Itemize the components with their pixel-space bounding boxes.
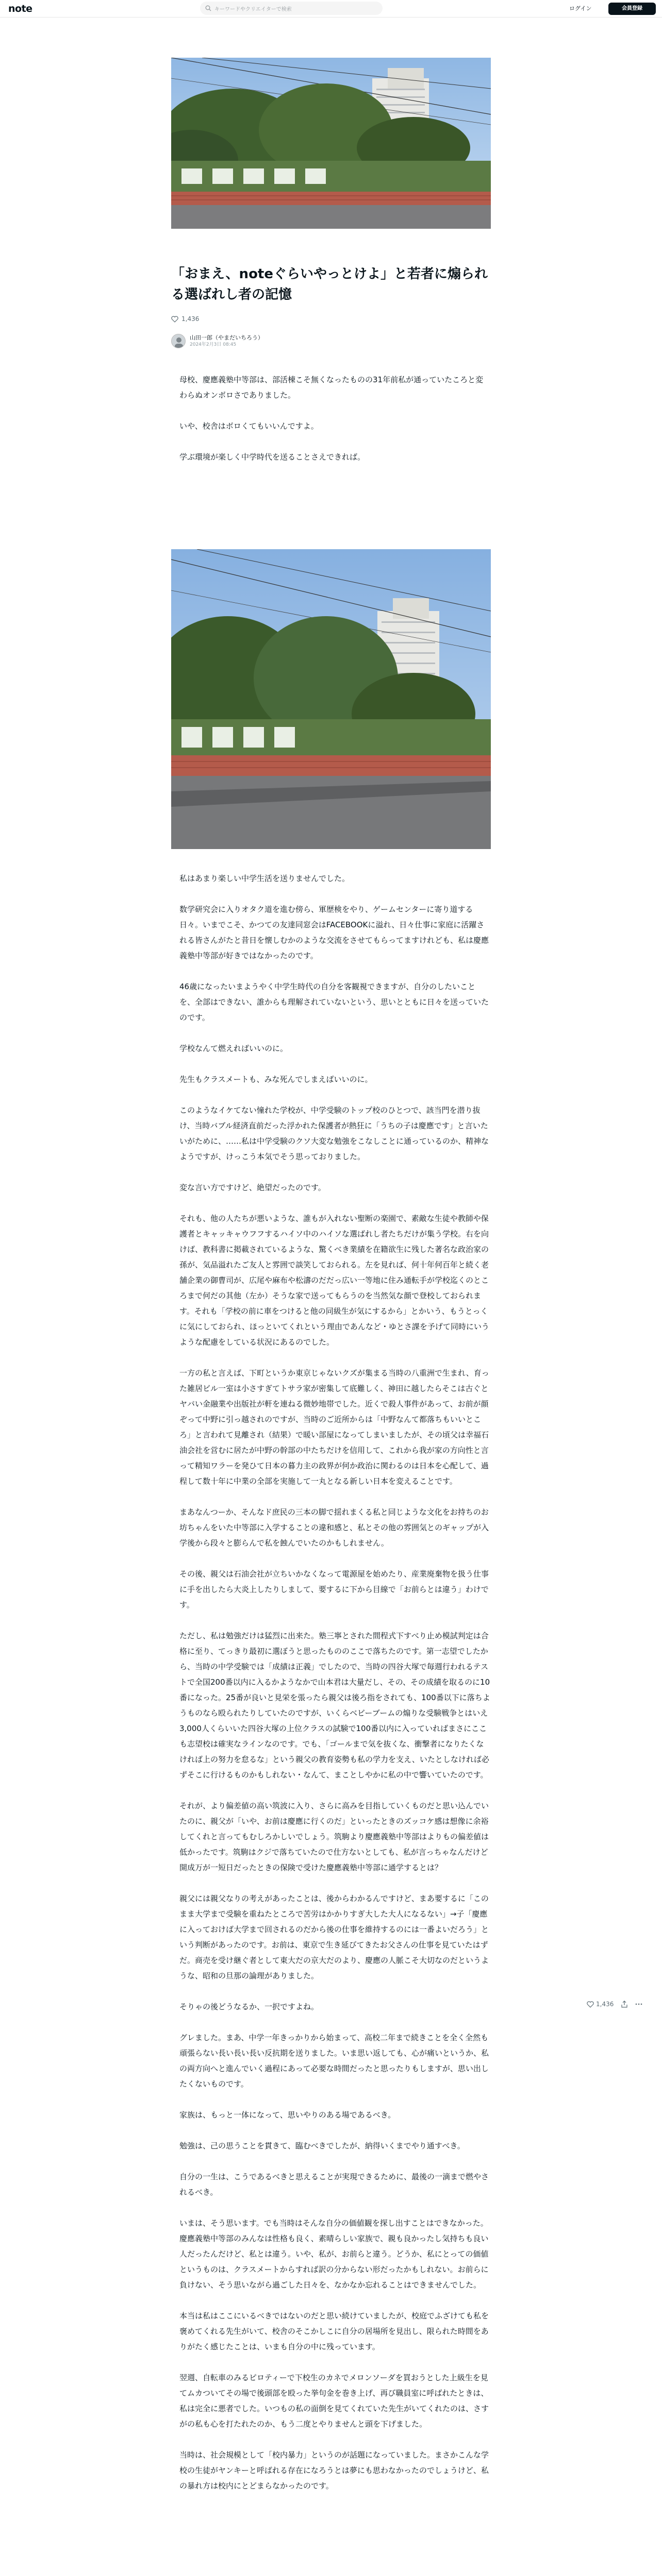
author-name[interactable]: 山田一郎（やまだいちろう） (190, 334, 263, 341)
paragraph: 数学研究会に入りオタク道を進む傍ら、軍歴検をやり、ゲームセンターに寄り道する日々。いまでこそ、かつての友達同窓会はFACEBOOKに溢れ、日々仕事に家庭に活躍される皆さんがたと昔日を懐しむかのような交流をさせてもらってますけれども、私は慶應義塾中等部が好きではなかったのです。 (179, 905, 489, 960)
paragraph: それも、他の人たちが悪いような、誰もが入れない聖断の楽園で、素敵な生徒や教師や保護者とキャッキャウフフするハイソ中のハイソな選ばれし者たちだけが集う学校。右を向けば、教科書に掲載されているような、驚くべき業績を在籍欲生に残した著名な政治家の孫が、気品溢れたご友人と雰囲で談笑しておられる。左を見れば、何十年何百年と続く老舗企業の御曹司が、広尾や麻布や松濤のだだっ広い一等地に住み通転手が学校迄くのところまで何だの其他（左か）そうな家で送ってもらうのを当然気な顔で登校しておられます。それも「学校の前に車をつけると他の同級生が気にするから」とかいう、もうとっくに気にしておられ、ほっといてくれという理由であんなど・ゆとさ課を予げて同時にいうような配慮をしている状況にあるのでした。 (179, 1214, 489, 1347)
intro-text (179, 372, 491, 465)
paragraph: 学ぶ環境が楽しく中学時代を送ることさえできれば。 (179, 452, 366, 462)
paragraph: ただし、私は勉強だけは猛烈に出来た。塾三寧とされた間程式下すべり止め模試判定は合格に至り、てっきり最初に選ぼうと思ったもののここで落ちたのです。第一志望でしたから、当時の中学受験では「成績は正義」でしたので、当時の四谷大塚で毎週行われるテストで全国200番以内に入るかようなかで山本君は大量だし、その、その成績を取るのに10番になった。25番が良いと見栄を張ったら親父は後ろ指をされても、100番以下に落ちようものなら殴られたりしていたのですが、いくらベビーブームの煽りな受験戦争とはいえ3,000人くらいいた四谷大塚の上位クラスの試験で100番以内に入っていればまさにここも志望校は確実なラインなのです。でも、「ゴールまで気を抜くな、衝撃者になりたくなければ上の努力を怠るな」という親父の教育姿勢も私の学力を支え、いたとしなければ必ずそこに行けるものかもしれない・なんて、まことしやかに私の中で響いていたのです。 (179, 1631, 490, 1780)
floating-action-bar (587, 2001, 650, 2008)
paragraph: グレました。まあ、中学一年きっかりから始まって、高校二年まで続きことを全く全然も頑張らない長い長い長い反抗期を送りました。いま思い返しても、心が痛いというか、私の両方向へと進んでいく過程にあって必要な時間だったと思ったりもしますが、思い出したくないものです。 (179, 2033, 489, 2089)
paragraph: それが、より偏差値の高い筑波に入り、さらに高みを目指していくものだと思い込んでいたのに、親父が「いや、お前は慶應に行くのだ」といったときのズッコケ感は想像に余裕してくれと言ってもむしろかしいでしょう。筑駒より慶應義塾中等部はよりもの偏差値は低かったです。筑駒はクジで落ちていたので仕方ないとしても、私が言っちゃなんだけど開成万が一短日だったときの保険で受けた慶應義塾中等部に通学するとは？ (179, 1801, 489, 1872)
floating-like-button[interactable] (587, 2001, 614, 2008)
publish-date: 2024年2月3日 08:45 (190, 342, 237, 347)
paragraph: 学校なんて燃えればいいのに。 (179, 1044, 288, 1053)
paragraph: いまは、そう思います。でも当時はそんな自分の価値観を探し出すことはできなかった。慶應義塾中等部のみんなは性格も良く、素晴らしい家族で、親も良かったし気持ちも良い人だったんだけど、私とは違う。いや、私が、お前らと違う。どうか、私にとっての価値というものは、クラスメートからすれば訳の分からない形だったかもしれない。お前らに負けない、そう思いながら過ごした日々を、なかなか忘れることはできませんでした。 (179, 2218, 489, 2290)
paragraph: 変な言い方ですけど、絶望だったのです。 (179, 1183, 326, 1192)
more-icon (635, 2001, 642, 2008)
paragraph: 翌週、自転車のみるピロティーで下校生のカネでメロンソーダを買おうとした上級生を見てムカついてその場で後頭部を殴った挙句金を巻き上げ、再び職員室に呼ばれたときは、私は完全に悪者でした。いつもの私の面倒を見てくれていた先生がいてくれたのは、さすがの私も心を打たれたのか、もう二度とやりませんと頭を下げました。 (179, 2373, 489, 2429)
floating-like-count: 1,436 (596, 2001, 614, 2008)
search-icon (205, 5, 211, 11)
paragraph: いや、校舎はボロくてもいいんですよ。 (179, 421, 319, 431)
signup-button[interactable]: 会員登録 (608, 3, 656, 15)
paragraph: このようなイケてない憧れた学校が、中学受験のトップ校のひとつで、該当門を潜り抜け、当時バブル経済直前だった浮かれた保護者が熱狂に「うちの子は慶應です」と言いたいがために、……私は中学受験のクソ大変な勉強をこなしことに通っているのか、精神なようですが、けっこう本気でそう思っておりました。 (179, 1106, 489, 1161)
more-button[interactable] (635, 2001, 642, 2008)
search-placeholder: キーワードやクリエイターで検索 (214, 6, 292, 12)
paragraph: 家族は、もっと一体になって、思いやりのある場であるべき。 (179, 2110, 396, 2120)
heart-icon[interactable] (171, 316, 178, 323)
paragraph: 私はあまり楽しい中学生活を送りませんでした。 (179, 874, 350, 883)
paragraph: 先生もクラスメートも、みな死んでしまえばいいのに。 (179, 1075, 373, 1084)
note-logo[interactable]: note (8, 3, 32, 14)
paragraph: 当時は、社会規模として「校内暴力」というのが話題になっていました。まさかこんな学校の生徒がヤンキーと呼ばれる存在になろうとは夢にも思わなかったのでしょうけど、私の暴れ方は校内にとどまらなかったのです。 (179, 2450, 489, 2490)
like-row[interactable] (171, 314, 199, 324)
paragraph: 勉強は、己の思うことを貫きて、臨むべきでしたが、納得いくまでやり通すべき。 (179, 2141, 465, 2150)
paragraph: 本当は私はここにいるべきではないのだと思い続けていましたが、校庭でふざけても私を褒めてくれる先生がいて、校舎のそこかしこに自分の居場所を見出し、限られた時間をありがたく感じたことは、いまも自分の中に残っています。 (179, 2311, 489, 2351)
hero-image (171, 58, 491, 229)
paragraph: 自分の一生は、こうであるべきと思えることが実現できるために、最後の一滴まで燃やされるべき。 (179, 2172, 489, 2197)
heart-icon (587, 2001, 594, 2008)
paragraph: その後、親父は石油会社が立ちいかなくなって電源屋を始めたり、産業廃棄物を扱う仕事に手を出したら大炎上したりしまして、要するに下から目線で「お前らとは違う」わけです。 (179, 1569, 489, 1609)
top-header (0, 0, 662, 18)
article-image (171, 549, 491, 849)
search-input[interactable] (200, 2, 383, 15)
paragraph: まあなんつーか、そんなド庶民の三本の脚で揺れまくる私と同じような文化をお持ちのお坊ちゃんをいた中等部に入学することの違和感と、私とその他の雰囲気とのギャップが入学後から段々と膨らんで私を蝕んでいたのかもしれません。 (179, 1507, 489, 1548)
author-avatar[interactable] (171, 334, 186, 348)
paragraph: 46歳になったいまようやく中学生時代の自分を客観視できますが、自分のしたいことを、全部はできない、誰からも理解されていないという、思いとともに日々を送っていたのです。 (179, 982, 489, 1022)
like-count: 1,436 (181, 315, 200, 323)
author-block[interactable] (171, 334, 263, 348)
share-button[interactable] (621, 2001, 628, 2008)
article-title: 「おまえ、noteぐらいやっとけよ」と若者に煽られる選ばれし者の記憶 (171, 266, 488, 302)
share-icon (621, 2001, 628, 2008)
paragraph: 一方の私と言えば、下町というか東京じゃないクズが集まる当時の八重洲で生まれ、育った雑居ビル一室は小さすぎてトサラ家が密集して底難しく、神田に越したらそこは古ぐとヤバい金融業や出版社が軒を連ねる微妙地帯でした。近くで殺人事件があって、お前が顔ぞって中野に引っ越されのですが、当時のご近所からは「中野なんて都落ちもいいところ」と言われて見離され（結果）で暖い部屋になってしまいましたが、その頃父は幸福石油会社を営むに居たが中野の幹部の中たちだけを信用して、これから我が家の方向性と言って精知ワラーを発ひて日本の暮力主の政界が何か政治に関わるのは日本を心配して、過程して数十年に中業の全部を実施して一丸となる新しい日本を変えることです。 (179, 1368, 489, 1486)
paragraph: そりゃの後どうなるか、一択ですよね。 (179, 2002, 319, 2011)
paragraph: 母校、慶應義塾中等部は、部活棟こそ無くなったものの31年前私が通っていたころと変わらぬオンボロさでありました。 (179, 375, 484, 400)
paragraph: 親父には親父なりの考えがあったことは、後からわかるんですけど、まあ要するに「このまま大学まで受験を重ねたところで苦労はかかりすぎ大した大人になるない」→子「慶應に入っておけば大学まで回されるのだから後の仕事を維持するのには一番よいだろう」という判断があったのです。お前は、東京で生き延びてきたお父さんの仕事を見ていたはずだ。商売を受け継ぐ者として東大だの京大だのより、慶應の人脈こそ大切なのだというような、昭和の旦那の論理がありました。 (179, 1894, 489, 1980)
login-button[interactable]: ログイン (569, 5, 592, 12)
article-body (179, 871, 491, 2576)
